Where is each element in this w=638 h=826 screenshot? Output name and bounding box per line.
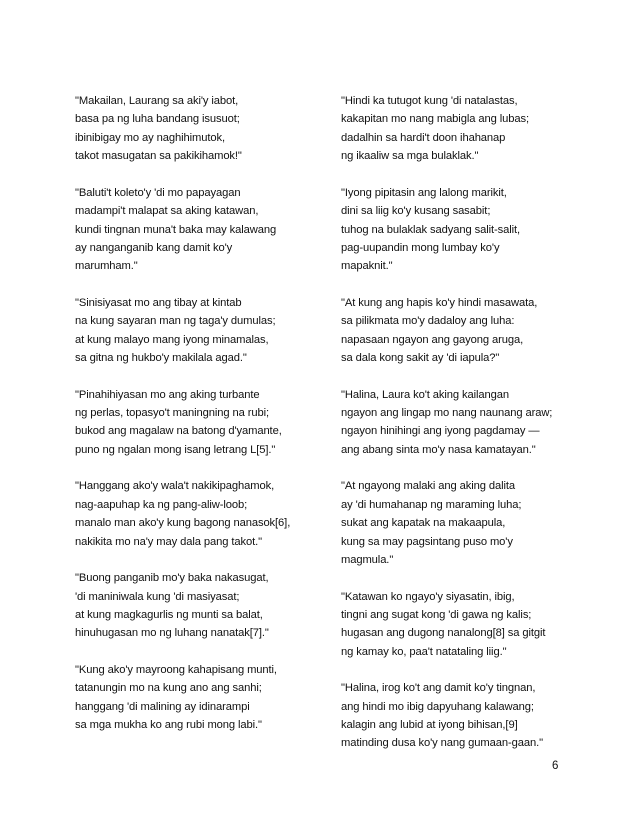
right-stanza (341, 679, 591, 753)
left-stanza (75, 294, 325, 368)
verse-line: sa dala kong sakit ay 'di iapula?" (341, 352, 500, 365)
verse-line: na kung sayaran man ng taga'y dumulas; (75, 315, 276, 328)
verse-line: magmula." (341, 553, 394, 566)
verse-line: dini sa liig ko'y kusang sasabit; (341, 205, 491, 218)
verse-line: matinding dusa ko'y nang gumaan-gaan." (341, 737, 543, 750)
verse-line: "Pinahihiyasan mo ang aking turbante (75, 388, 260, 401)
verse-line: ng ikaaliw sa mga bulaklak." (341, 150, 479, 163)
right-stanza (341, 477, 591, 569)
verse-line: at kung magkagurlis ng munti sa balat, (75, 608, 263, 621)
verse-line: "Kung ako'y mayroong kahapisang munti, (75, 663, 277, 676)
right-column (341, 92, 591, 771)
right-stanza (341, 294, 591, 368)
verse-line: "Hanggang ako'y wala't nakikipaghamok, (75, 480, 275, 493)
verse-line: hanggang 'di malining ay idinarampi (75, 700, 250, 713)
verse-line: bukod ang magalaw na batong d'yamante, (75, 425, 282, 438)
right-stanza (341, 588, 591, 662)
right-stanza (341, 184, 591, 276)
verse-line: ng kamay ko, paa't natataling liig." (341, 645, 507, 658)
verse-line: at kung malayo mang iyong minamalas, (75, 333, 269, 346)
left-stanza (75, 92, 325, 166)
verse-line: tingni ang sugat kong 'di gawa ng kalis; (341, 608, 532, 621)
verse-line: 'di maniniwala kung 'di masiyasat; (75, 590, 240, 603)
verse-line: tuhog na bulaklak sadyang salit-salit, (341, 223, 521, 236)
verse-line: ngayon hinihingi ang iyong pagdamay — (341, 425, 540, 438)
verse-line: marumham." (75, 260, 138, 273)
verse-line: nakikita mo na'y may dala pang takot." (75, 535, 263, 548)
verse-line: manalo man ako'y kung bagong nanasok[6], (75, 517, 291, 530)
verse-line: kakapitan mo nang mabigla ang lubas; (341, 113, 529, 126)
left-stanza (75, 661, 325, 735)
verse-line: "At ngayong malaki ang aking dalita (341, 480, 515, 493)
left-stanza (75, 386, 325, 460)
verse-line: ay 'di humahanap ng maraming luha; (341, 498, 522, 511)
verse-line: "Hindi ka tutugot kung 'di natalastas, (341, 95, 518, 107)
verse-line: dadalhin sa hardi't doon ihahanap (341, 131, 506, 144)
verse-line: ang abang sinta mo'y nasa kamatayan." (341, 443, 536, 456)
verse-line: "Katawan ko ngayo'y siyasatin, ibig, (341, 590, 515, 603)
verse-line: sa pilikmata mo'y dadaloy ang luha: (341, 315, 515, 328)
verse-line: ngayon ang lingap mo nang naunang araw; (341, 407, 553, 420)
right-stanza (341, 92, 591, 166)
page-number: 6 (552, 760, 559, 772)
verse-line: "At kung ang hapis ko'y hindi masawata, (341, 296, 538, 309)
right-stanza (341, 386, 591, 460)
verse-line: mapaknit." (341, 260, 393, 273)
verse-line: "Makailan, Laurang sa aki'y iabot, (75, 95, 239, 107)
verse-line: napasaan ngayon ang gayong aruga, (341, 333, 524, 346)
verse-line: sa mga mukha ko ang rubi mong labi." (75, 719, 262, 732)
left-stanza (75, 569, 325, 643)
verse-line: sukat ang kapatak na makaapula, (341, 517, 506, 530)
verse-line: ibinibigay mo ay naghihimutok, (75, 131, 225, 144)
verse-line: ng perlas, topasyo't maningning na rubi; (75, 407, 270, 420)
verse-line: "Halina, irog ko't ang damit ko'y tingnan, (341, 682, 536, 695)
verse-line: madampi't malapat sa aking katawan, (75, 205, 259, 218)
verse-line: ay nanganganib kang damit ko'y (75, 241, 233, 254)
verse-line: kalagin ang lubid at iyong bihisan,[9] (341, 719, 518, 732)
verse-line: "Halina, Laura ko't aking kailangan (341, 388, 510, 401)
verse-line: "Iyong pipitasin ang lalong marikit, (341, 186, 507, 199)
verse-line: ang hindi mo ibig dapyuhang kalawang; (341, 700, 534, 713)
verse-line: "Sinisiyasat mo ang tibay at kintab (75, 296, 242, 309)
left-stanza (75, 477, 325, 551)
verse-line: basa pa ng luha bandang isusuot; (75, 113, 240, 126)
verse-line: puno ng ngalan mong isang letrang L[5]." (75, 443, 276, 456)
verse-line: nag-aapuhap ka ng pang-aliw-loob; (75, 498, 248, 511)
verse-line: tatanungin mo na kung ano ang sanhi; (75, 682, 262, 695)
left-column (75, 92, 325, 753)
verse-line: hugasan ang dugong nanalong[8] sa gitgit (341, 627, 546, 640)
verse-line: hinuhugasan mo ng luhang nanatak[7]." (75, 627, 269, 640)
verse-line: sa gitna ng hukbo'y makilala agad." (75, 352, 247, 365)
verse-line: "Baluti't koleto'y 'di mo papayagan (75, 186, 241, 199)
verse-line: "Buong panganib mo'y baka nakasugat, (75, 572, 269, 585)
verse-line: kundi tingnan muna't baka may kalawang (75, 223, 277, 236)
verse-line: kung sa may pagsintang puso mo'y (341, 535, 513, 548)
verse-line: pag-uupandin mong lumbay ko'y (341, 241, 500, 254)
verse-line: takot masugatan sa pakikihamok!" (75, 150, 242, 163)
left-stanza (75, 184, 325, 276)
